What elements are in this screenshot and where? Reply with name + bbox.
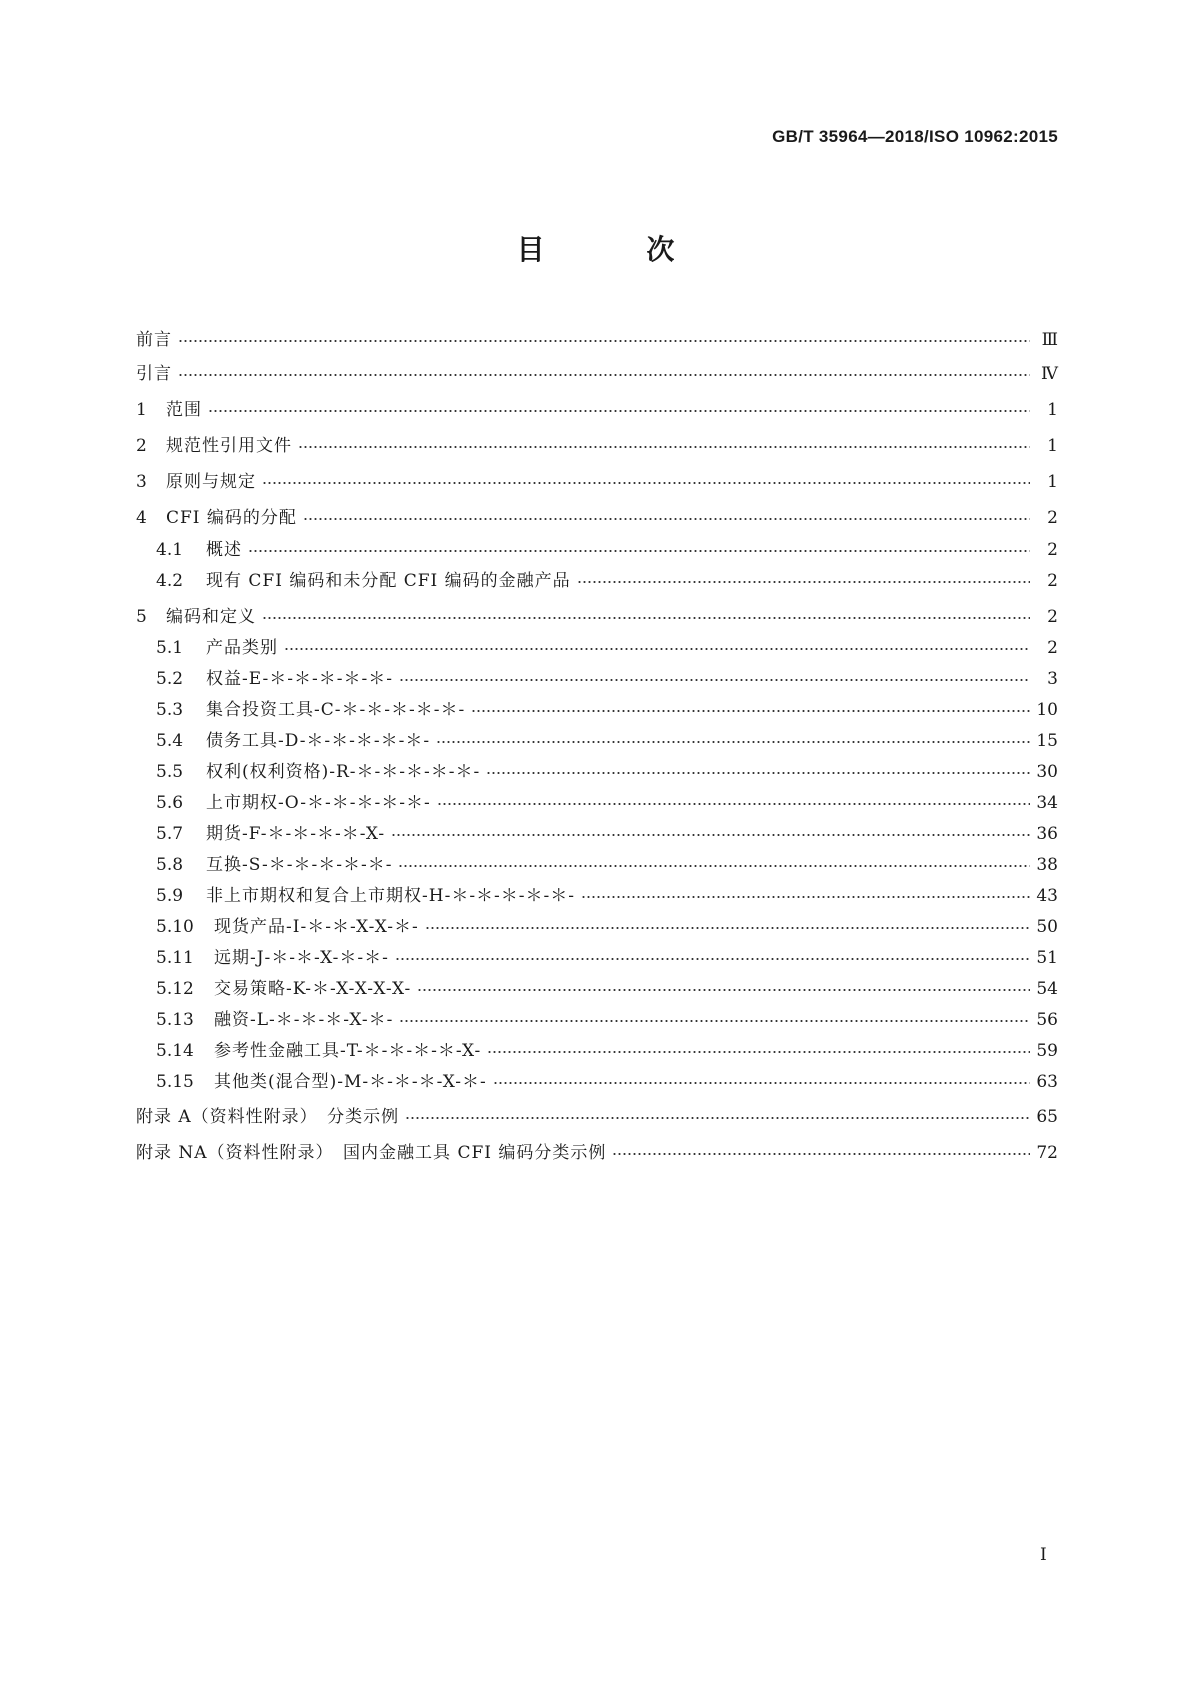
dot-leader [395, 957, 1030, 961]
toc-entry-number: 5.12 [156, 979, 194, 999]
toc-entry-number: 4 [136, 508, 147, 528]
toc-entry-title: 附录 A（资料性附录） 分类示例 [136, 1107, 400, 1127]
dot-leader [208, 409, 1030, 413]
toc-entry-number: 1 [136, 400, 147, 420]
toc-entry-page: 2 [1047, 638, 1058, 658]
toc-entry-title: 前言 [136, 330, 172, 350]
dot-leader [399, 1019, 1030, 1023]
toc-entry-page: 3 [1047, 669, 1058, 689]
toc-entry-4-1[interactable] [156, 537, 1058, 563]
dot-leader [262, 616, 1030, 620]
dot-leader [398, 864, 1030, 868]
dot-leader [399, 678, 1030, 682]
toc-entry-number: 5.15 [156, 1072, 194, 1092]
toc-entry-number: 5.5 [156, 762, 184, 782]
toc-entry-page: Ⅲ [1041, 330, 1058, 350]
toc-entry-introduction[interactable] [136, 361, 1058, 387]
toc-entry-3[interactable] [136, 469, 1058, 495]
toc-entry-page: 2 [1047, 607, 1058, 627]
toc-entry-page: 1 [1047, 472, 1058, 492]
toc-entry-annex-na[interactable] [136, 1140, 1058, 1166]
toc-entry-5-9[interactable] [156, 883, 1058, 909]
dot-leader [612, 1152, 1030, 1156]
dot-leader [577, 580, 1030, 584]
toc-entry-5-4[interactable] [156, 728, 1058, 754]
dot-leader [303, 517, 1030, 521]
toc-entry-page: 2 [1047, 540, 1058, 560]
toc-entry-page: 36 [1036, 824, 1058, 844]
toc-entry-5-6[interactable] [156, 790, 1058, 816]
toc-entry-page: 1 [1047, 400, 1058, 420]
toc-entry-5-1[interactable] [156, 635, 1058, 661]
toc-entry-page: 10 [1036, 700, 1058, 720]
toc-entry-page: 72 [1036, 1143, 1058, 1163]
toc-entry-page: 59 [1036, 1041, 1058, 1061]
dot-leader [417, 988, 1030, 992]
toc-entry-5-15[interactable] [156, 1069, 1058, 1095]
toc-entry-page: 65 [1036, 1107, 1058, 1127]
dot-leader [298, 445, 1030, 449]
dot-leader [262, 481, 1030, 485]
toc-entry-title: 远期-J-＊-＊-X-＊-＊- [214, 948, 389, 968]
dot-leader [487, 1050, 1030, 1054]
dot-leader [581, 895, 1030, 899]
toc-entry-5-5[interactable] [156, 759, 1058, 785]
toc-entry-title: 参考性金融工具-T-＊-＊-＊-＊-X- [214, 1041, 482, 1061]
toc-entry-page: 43 [1036, 886, 1058, 906]
toc-entry-number: 5.7 [156, 824, 184, 844]
toc-entry-number: 5.6 [156, 793, 184, 813]
toc-entry-page: 30 [1036, 762, 1058, 782]
dot-leader [391, 833, 1030, 837]
toc-entry-title: 互换-S-＊-＊-＊-＊-＊- [206, 855, 393, 875]
toc-entry-page: 15 [1036, 731, 1058, 751]
toc-entry-page: 63 [1036, 1072, 1058, 1092]
toc-entry-title: 产品类别 [206, 638, 278, 658]
toc-entry-number: 5.4 [156, 731, 184, 751]
toc-entry-page: 56 [1036, 1010, 1058, 1030]
toc-entry-title: 债务工具-D-＊-＊-＊-＊-＊- [206, 731, 431, 751]
toc-entry-number: 5.11 [156, 948, 194, 968]
toc-entry-2[interactable] [136, 433, 1058, 459]
toc-entry-title: 权利(权利资格)-R-＊-＊-＊-＊-＊- [206, 762, 481, 782]
toc-entry-5-8[interactable] [156, 852, 1058, 878]
toc-entry-number: 5.9 [156, 886, 184, 906]
toc-entry-page: 2 [1047, 571, 1058, 591]
toc-entry-title: 其他类(混合型)-M-＊-＊-＊-X-＊- [214, 1072, 487, 1092]
toc-entry-4-2[interactable] [156, 568, 1058, 594]
toc-entry-number: 5.14 [156, 1041, 194, 1061]
toc-entry-page: 34 [1036, 793, 1058, 813]
dot-leader [436, 740, 1030, 744]
toc-entry-title: 融资-L-＊-＊-＊-X-＊- [214, 1010, 394, 1030]
toc-entry-number: 5.13 [156, 1010, 194, 1030]
dot-leader [425, 926, 1030, 930]
toc-entry-1[interactable] [136, 397, 1058, 423]
toc-entry-title: 交易策略-K-＊-X-X-X-X- [214, 979, 412, 999]
page-number: Ⅰ [1040, 1545, 1047, 1565]
toc-entry-page: 38 [1036, 855, 1058, 875]
toc-entry-number: 3 [136, 472, 147, 492]
toc-entry-5-7[interactable] [156, 821, 1058, 847]
dot-leader [284, 647, 1030, 651]
toc-entry-5-13[interactable] [156, 1007, 1058, 1033]
dot-leader [486, 771, 1030, 775]
toc-entry-number: 4.1 [156, 540, 184, 560]
toc-entry-title: 集合投资工具-C-＊-＊-＊-＊-＊- [206, 700, 466, 720]
toc-entry-title: 范围 [166, 400, 202, 420]
toc-entry-page: 1 [1047, 436, 1058, 456]
dot-leader [471, 709, 1030, 713]
toc-entry-page: 50 [1036, 917, 1058, 937]
toc-entry-page: 54 [1036, 979, 1058, 999]
toc-entry-number: 5.8 [156, 855, 184, 875]
toc-entry-number: 2 [136, 436, 147, 456]
toc-entry-title: 权益-E-＊-＊-＊-＊-＊- [206, 669, 393, 689]
dot-leader [248, 549, 1030, 553]
toc-entry-number: 5.2 [156, 669, 184, 689]
toc-entry-annex-a[interactable] [136, 1104, 1058, 1130]
dot-leader [178, 373, 1030, 377]
toc-entry-5-10[interactable] [156, 914, 1058, 940]
standard-code: GB/T 35964—2018/ISO 10962:2015 [772, 127, 1058, 146]
toc-entry-title: 编码和定义 [166, 607, 256, 627]
dot-leader [437, 802, 1030, 806]
toc-entry-5-3[interactable] [156, 697, 1058, 723]
dot-leader [178, 339, 1030, 343]
toc-entry-page: 2 [1047, 508, 1058, 528]
toc-entry-foreword[interactable] [136, 327, 1058, 353]
dot-leader [405, 1116, 1030, 1120]
toc-entry-5-14[interactable] [156, 1038, 1058, 1064]
toc-entry-number: 5 [136, 607, 147, 627]
toc-entry-title: 上市期权-O-＊-＊-＊-＊-＊- [206, 793, 431, 813]
dot-leader [493, 1081, 1030, 1085]
toc-entry-title: 引言 [136, 364, 172, 384]
toc-entry-title: CFI 编码的分配 [166, 508, 297, 528]
toc-entry-5[interactable] [136, 604, 1058, 630]
toc-entry-number: 5.1 [156, 638, 184, 658]
toc-entry-number: 5.10 [156, 917, 194, 937]
toc-entry-page: 51 [1036, 948, 1058, 968]
toc-entry-number: 4.2 [156, 571, 184, 591]
toc-entry-5-11[interactable] [156, 945, 1058, 971]
toc-entry-5-2[interactable] [156, 666, 1058, 692]
page-title: 目 次 [516, 233, 721, 266]
toc-entry-4[interactable] [136, 505, 1058, 531]
toc-entry-title: 概述 [206, 540, 242, 560]
toc-entry-title: 规范性引用文件 [166, 436, 292, 456]
toc-entry-title: 现有 CFI 编码和未分配 CFI 编码的金融产品 [206, 571, 571, 591]
toc-entry-title: 现货产品-I-＊-＊-X-X-＊- [214, 917, 419, 937]
toc-entry-title: 非上市期权和复合上市期权-H-＊-＊-＊-＊-＊- [206, 886, 576, 906]
toc-entry-title: 附录 NA（资料性附录） 国内金融工具 CFI 编码分类示例 [136, 1143, 607, 1163]
toc-entry-page: Ⅳ [1041, 364, 1058, 384]
toc-entry-title: 期货-F-＊-＊-＊-＊-X- [206, 824, 386, 844]
toc-entry-title: 原则与规定 [166, 472, 256, 492]
toc-entry-number: 5.3 [156, 700, 184, 720]
toc-entry-5-12[interactable] [156, 976, 1058, 1002]
